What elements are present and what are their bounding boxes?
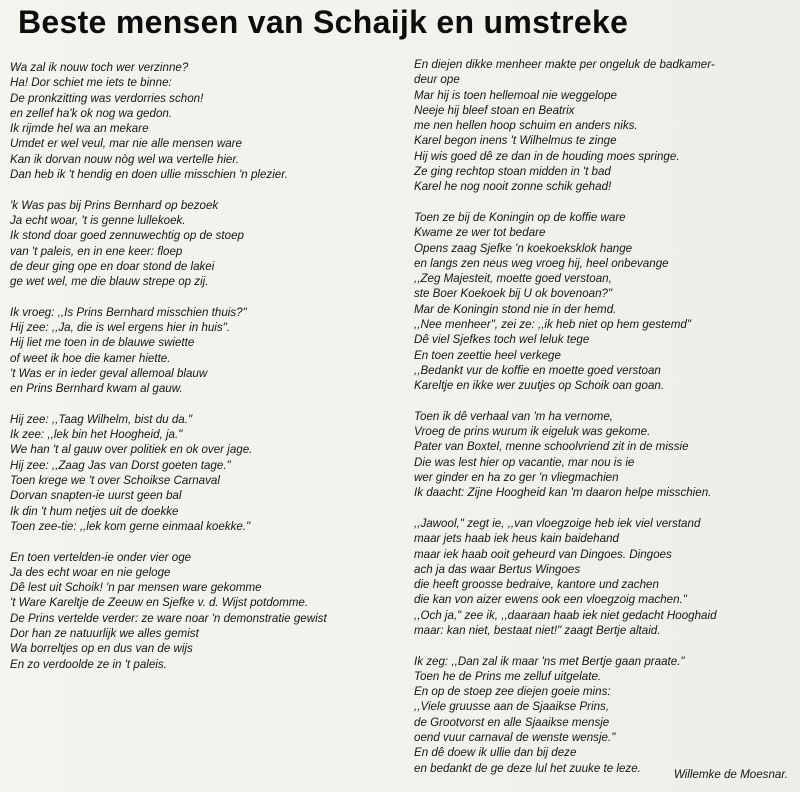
verse-line: Kan ik dorvan nouw nòg wel wa vertelle hier. — [10, 152, 239, 166]
verse-line: En zo verdoolde ze in 't paleis. — [10, 657, 167, 671]
verse-line: Ik stond doar goed zennuwechtig op de stoep — [10, 229, 244, 243]
verse-line: Ze ging rechtop stoan midden in 't bad — [414, 165, 611, 179]
verse-line: maar jets haab iek heus kain baidehand — [414, 532, 619, 546]
verse-line: die heeft groosse bedraive, kantore und zachen — [414, 578, 659, 592]
verse-line: Hij zee: ,,Taag Wilhelm, bist du da." — [10, 412, 193, 426]
verse-line: de Grootvorst en alle Sjaaikse mensje — [414, 715, 610, 729]
stanza — [414, 516, 800, 638]
verse-line: Ik din 't hum netjes uit de doekke — [10, 504, 179, 518]
verse-line: de deur ging ope en doar stond de lakei — [10, 259, 215, 273]
stanza — [10, 550, 410, 672]
verse-line: De Prins vertelde verder: ze ware noar 'n demonstratie gewist — [10, 611, 327, 625]
verse-line: ge wet wel, me die blauw strepe op zij. — [10, 275, 209, 289]
verse-line: Dê viel Sjefkes toch wel leluk tege — [414, 333, 590, 347]
verse-line: ste Boer Koekoek bij U ok bovenoan?" — [414, 287, 613, 301]
verse-line: Toen ik dê verhaal van 'm ha vernome, — [414, 409, 613, 423]
verse-line: Pater van Boxtel, menne schoolvriend zit in de missie — [414, 440, 689, 454]
verse-line: van 't paleis, en in ene keer: floep — [10, 244, 183, 258]
verse-line: die kan von aizer ewens ook een vloegzoig machen." — [414, 593, 687, 607]
verse-line: Vroeg de prins wurum ik eigeluk was gekome. — [414, 425, 651, 439]
verse-line: Toen ze bij de Koningin op de koffie ware — [414, 210, 626, 224]
verse-line: Hij liet me toen in de blauwe swiette — [10, 336, 195, 350]
verse-line: Hij zee: ,,Zaag Jas van Dorst goeten tage." — [10, 458, 231, 472]
right-column — [414, 57, 800, 791]
verse-line: wer ginder en ha zo ger 'n vliegmachien — [414, 471, 619, 485]
verse-line: Ik zee: ,,lek bin het Hoogheid, ja." — [10, 428, 183, 442]
verse-line: Ik rijmde hel wa an mekare — [10, 122, 149, 136]
signature: Willemke de Moesnar. — [673, 768, 788, 781]
verse-line: Umdet er wel veul, mar nie alle mensen ware — [10, 137, 242, 151]
verse-line: ach ja das waar Bertus Wingoes — [414, 562, 581, 576]
verse-line: En toen vertelden-ie onder vier oge — [10, 550, 192, 564]
verse-line: Kwame ze wer tot bedare — [414, 226, 546, 240]
verse-line: De pronkzitting was verdorries schon! — [10, 91, 204, 105]
verse-line: Opens zaag Sjefke 'n koekoeksklok hange — [414, 241, 633, 255]
verse-line: 't Ware Kareltje de Zeeuw en Sjefke v. d. Wijst potdomme. — [10, 596, 309, 610]
verse-line: Ik zeg: ,,Dan zal ik maar 'ns met Bertje gaan praate." — [414, 654, 685, 668]
stanza — [414, 210, 800, 394]
page-title: Beste mensen van Schaijk en umstreke — [18, 4, 629, 40]
verse-line: En op de stoep zee diejen goeie mins: — [414, 685, 611, 699]
verse-line: Ik vroeg: ,,Is Prins Bernhard misschien thuis?" — [10, 305, 247, 319]
stanza — [414, 654, 800, 776]
verse-line: deur ope — [414, 73, 460, 87]
verse-line: ,,Zeg Majesteit, moette goed verstoan, — [414, 272, 612, 286]
verse-line: of weet ik hoe die kamer hiette. — [10, 351, 171, 365]
verse-line: En toen zeettie heel verkege — [414, 348, 561, 362]
verse-line: 'k Was pas bij Prins Bernhard op bezoek — [10, 198, 219, 212]
verse-line: Hij zee: ,,Ja, die is wel ergens hier in huis". — [10, 321, 230, 335]
verse-line: Wa borreltjes op en dus van de wijs — [10, 642, 193, 656]
verse-line: We han 't al gauw over politiek en ok over jage. — [10, 443, 253, 457]
verse-line: Dê lest uit Schoik! 'n par mensen ware gekomme — [10, 581, 262, 595]
verse-line: maar iek haab ooit geheurd van Dingoes. Dingoes — [414, 547, 672, 561]
verse-line: maar: kan niet, bestaat niet!" zaagt Bertje altaid. — [414, 623, 661, 637]
verse-line: Ja echt woar, 't is genne lullekoek. — [10, 213, 186, 227]
verse-line: Mar de Koningin stond nie in der hemd. — [414, 302, 617, 316]
stanza — [414, 409, 800, 501]
stanza — [414, 57, 800, 195]
verse-line: Ja des echt woar en nie geloge — [10, 565, 171, 579]
verse-line: Toen krege we 't over Schoikse Carnaval — [10, 474, 220, 488]
verse-line: en Prins Bernhard kwam al gauw. — [10, 382, 183, 396]
verse-line: Hij wis goed dê ze dan in de houding moes springe. — [414, 149, 680, 163]
verse-line: Die was lest hier op vacantie, mar nou is ie — [414, 455, 635, 469]
left-column — [10, 60, 410, 687]
verse-line: ,,Nee menheer", zei ze: ,,ik heb niet op hem gestemd" — [414, 318, 691, 332]
verse-line: Ik daacht: Zijne Hoogheid kan 'm daaron helpe misschien. — [414, 486, 712, 500]
verse-line: Dorvan snapten-ie uurst geen bal — [10, 489, 182, 503]
stanza — [10, 198, 410, 290]
verse-line: En dê doew ik ullie dan bij deze — [414, 746, 577, 760]
verse-line: 't Was er in ieder geval allemoal blauw — [10, 366, 208, 380]
verse-line: ,,Jawool," zegt ie, ,,van vloegzoige heb iek viel verstand — [414, 516, 701, 530]
verse-line: me nen hellen hoop schuim en anders niks. — [414, 119, 638, 133]
verse-line: oend vuur carnaval de wenste wensje." — [414, 731, 616, 745]
verse-line: en zellef ha'k ok nog wa gedon. — [10, 106, 173, 120]
verse-line: Toen he de Prins me zelluf uitgelate. — [414, 669, 602, 683]
verse-line: Kareltje en ikke wer zuutjes op Schoik oan goan. — [414, 379, 665, 393]
verse-line: Toen zee-tie: ,,lek kom gerne einmaal koekke." — [10, 519, 251, 533]
verse-line: Ha! Dor schiet me iets te binne: — [10, 76, 172, 90]
verse-line: Karel he nog nooit zonne schik gehad! — [414, 180, 612, 194]
stanza — [10, 412, 410, 534]
verse-line: Dan heb ik 't hendig en doen ullie misschien 'n plezier. — [10, 168, 288, 182]
verse-line: en langs zen neus weg vroeg hij, heel onbevange — [414, 256, 669, 270]
verse-line: ,,Bedankt vur de koffie en moette goed verstoan — [414, 363, 661, 377]
verse-line: En diejen dikke menheer makte per ongeluk de badkamer- — [414, 58, 715, 71]
verse-line: Wa zal ik nouw toch wer verzinne? — [10, 61, 189, 74]
verse-line: en bedankt de ge deze lul het zuuke te leze. — [414, 761, 641, 775]
verse-line: Dor han ze natuurlijk we alles gemist — [10, 626, 199, 640]
stanza — [10, 305, 410, 397]
verse-line: Neeje hij bleef stoan en Beatrix — [414, 103, 575, 117]
verse-line: ,,Och ja," zee ik, ,,daaraan haab iek niet gedacht Hooghaid — [414, 608, 717, 622]
stanza — [10, 60, 410, 182]
verse-line: Karel begon inens 't Wilhelmus te zinge — [414, 134, 617, 148]
verse-line: Mar hij is toen hellemoal nie weggelope — [414, 88, 618, 102]
verse-line: ,,Viele gruusse aan de Sjaaikse Prins, — [414, 700, 610, 714]
